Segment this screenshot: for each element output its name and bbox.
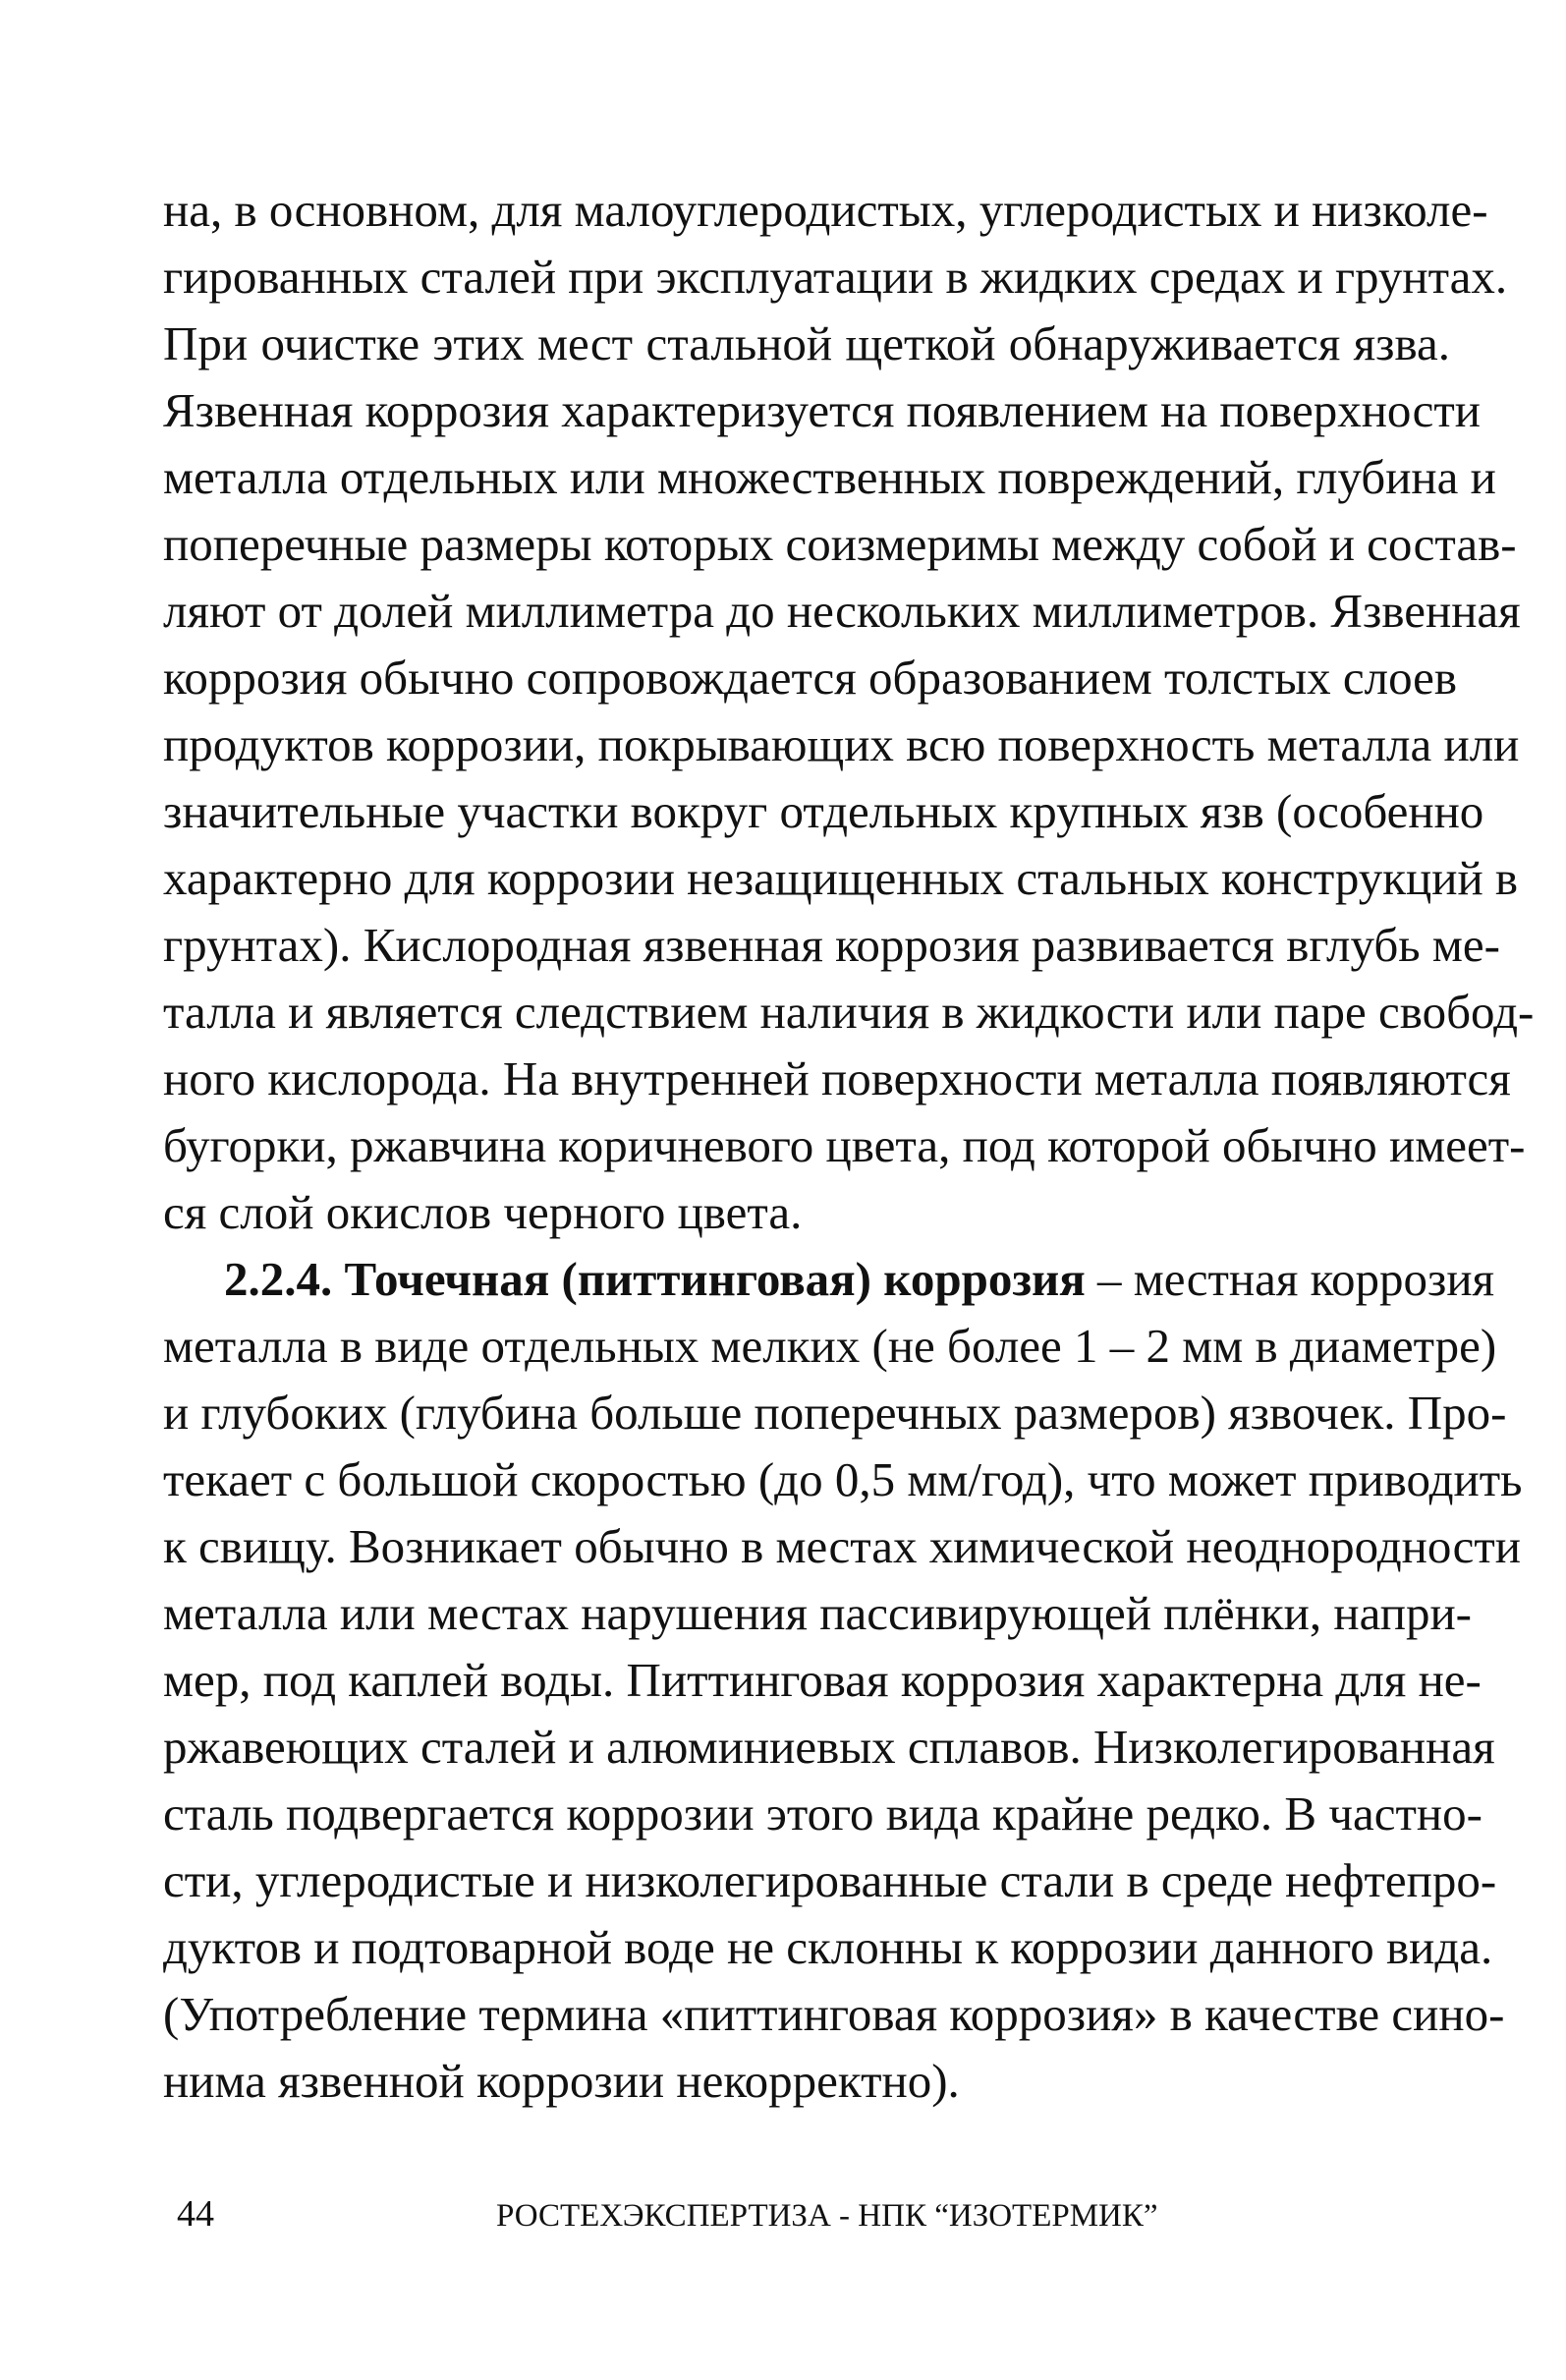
paragraph-2-line: текает с большой скоростью (до 0,5 мм/год), что может приводить — [163, 1452, 1523, 1506]
paragraph-2-line: и глубоких (глубина больше поперечных размеров) язвочек. Про- — [163, 1386, 1507, 1440]
paragraph-1-line: Язвенная коррозия характеризуется появлением на поверхности — [163, 383, 1482, 437]
body-text — [163, 177, 1535, 2115]
paragraph-2-line: к свищу. Возникает обычно в местах химической неоднородности — [163, 1519, 1521, 1573]
section-heading: 2.2.4. Точечная (питтинговая) коррозия — [224, 1252, 1086, 1306]
paragraph-1-line: ного кислорода. На внутренней поверхности металла появляются — [163, 1051, 1511, 1105]
paragraph-2-line: нима язвенной коррозии некорректно). — [163, 2054, 960, 2108]
paragraph-2-line: (Употребление термина «питтинговая коррозия» в качестве сино- — [163, 1987, 1505, 2041]
page-footer — [177, 2189, 1258, 2238]
paragraph-1-line: характерно для коррозии незащищенных стальных конструкций в — [163, 851, 1519, 905]
paragraph-2-line: металла или местах нарушения пассивирующей плёнки, напри- — [163, 1586, 1472, 1640]
paragraph-2-line: ржавеющих сталей и алюминиевых сплавов. Низколегированная — [163, 1720, 1495, 1774]
paragraph-2-line: мер, под каплей воды. Питтинговая коррозия характерна для не- — [163, 1653, 1482, 1707]
running-footer: РОСТЕХЭКСПЕРТИЗА - НПК “ИЗОТЕРМИК” — [496, 2198, 1158, 2234]
paragraph-1-line: ляют от долей миллиметра до нескольких миллиметров. Язвенная — [163, 584, 1521, 638]
paragraph-1-line: на, в основном, для малоуглеродистых, углеродистых и низколе- — [163, 183, 1488, 237]
paragraph-2-line: сталь подвергается коррозии этого вида крайне редко. В частно- — [163, 1786, 1482, 1841]
paragraph-1-line: При очистке этих мест стальной щеткой обнаруживается язва. — [163, 316, 1450, 370]
paragraph-1-line: ся слой окислов черного цвета. — [163, 1185, 803, 1239]
paragraph-2-line: дуктов и подтоварной воде не склонны к коррозии данного вида. — [163, 1920, 1493, 1974]
paragraph-2-line: металла в виде отдельных мелких (не более 1 – 2 мм в диаметре) — [163, 1319, 1497, 1373]
paragraph-1-line: поперечные размеры которых соизмеримы между собой и состав- — [163, 517, 1517, 571]
page-number: 44 — [177, 2193, 214, 2235]
paragraph-2-first-line — [163, 1246, 1495, 1313]
section-heading-rest: – местная коррозия — [1085, 1252, 1495, 1306]
paragraph-1-line: талла и является следствием наличия в жидкости или паре свобод- — [163, 985, 1535, 1039]
paragraph-1-line: бугорки, ржавчина коричневого цвета, под которой обычно имеет- — [163, 1118, 1526, 1172]
paragraph-1-line: металла отдельных или множественных повреждений, глубина и — [163, 450, 1496, 504]
paragraph-1-line: гированных сталей при эксплуатации в жидких средах и грунтах. — [163, 250, 1508, 304]
paragraph-1-line: коррозия обычно сопровождается образованием толстых слоев — [163, 651, 1458, 705]
paragraph-2-line: сти, углеродистые и низколегированные стали в среде нефтепро- — [163, 1853, 1497, 1907]
paragraph-1-line: грунтах). Кислородная язвенная коррозия развивается вглубь ме- — [163, 918, 1500, 972]
paragraph-1-line: продуктов коррозии, покрывающих всю поверхность металла или — [163, 717, 1520, 771]
paragraph-1-line: значительные участки вокруг отдельных крупных язв (особенно — [163, 784, 1484, 838]
